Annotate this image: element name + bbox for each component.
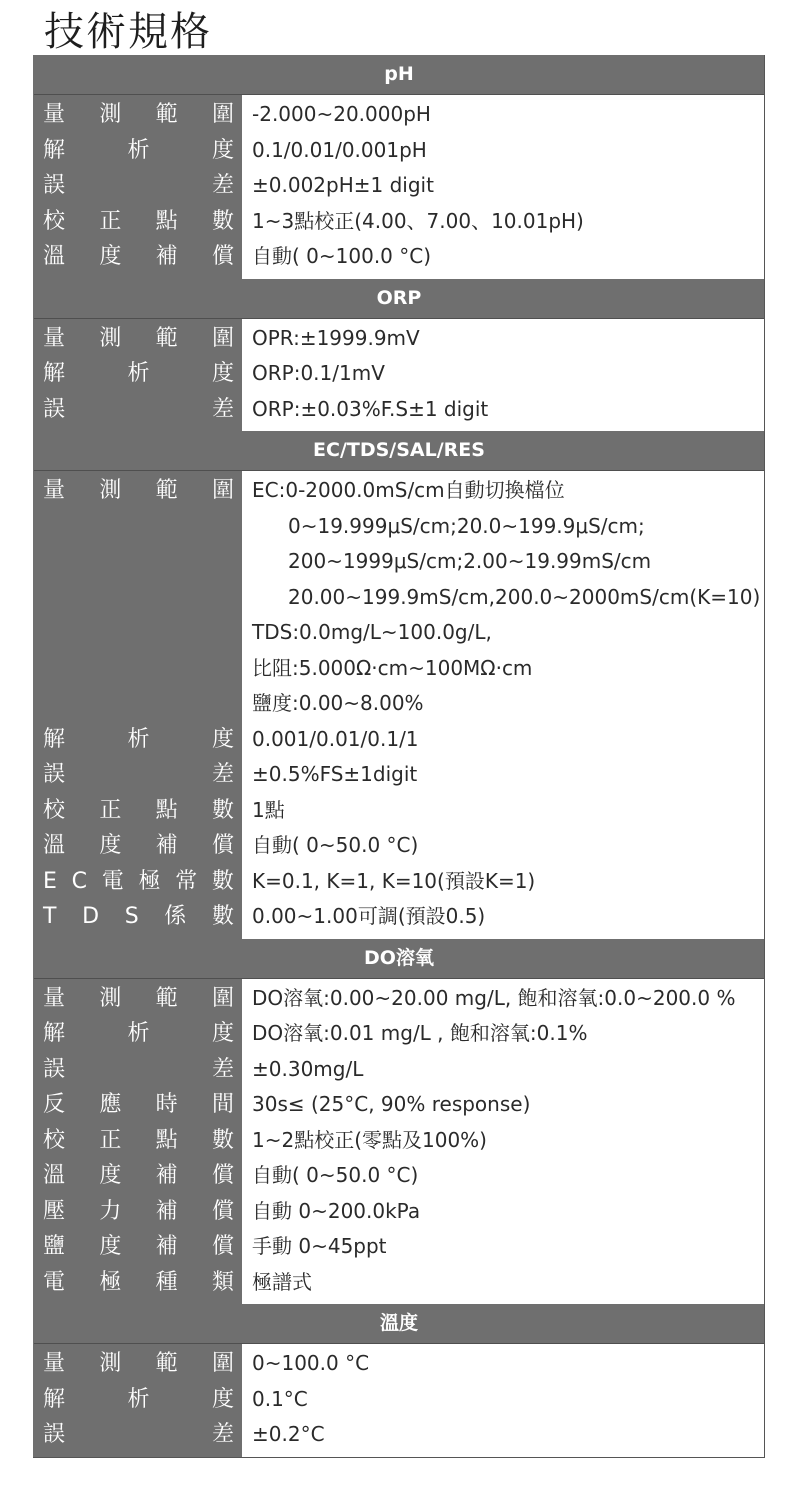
spec-value [242, 793, 764, 829]
spec-value [242, 864, 764, 900]
spec-value-line: DO溶氧:0.00~20.00 mg/L, 飽和溶氧:0.0~200.0 % [252, 985, 736, 1010]
spec-value-line: ±0.2°C [252, 1422, 325, 1446]
spec-value-line: EC:0-2000.0mS/cm自動切換檔位 [252, 478, 565, 502]
spec-value [242, 722, 764, 758]
spec-section [33, 279, 764, 432]
spec-value [242, 392, 764, 428]
spec-label: 溫 度 補 償 [34, 239, 242, 275]
spec-value-line: 0~100.0 °C [252, 1351, 370, 1375]
spec-value [242, 168, 764, 204]
spec-row [34, 1123, 764, 1159]
spec-value-line: 1~2點校正(零點及100%) [252, 1127, 487, 1152]
spec-value-line: 30s≤ (25°C, 90% response) [252, 1092, 531, 1116]
spec-row [34, 1265, 764, 1301]
spec-value [242, 239, 764, 275]
spec-label: 壓 力 補 償 [34, 1194, 242, 1230]
spec-row [34, 1016, 764, 1052]
spec-value [242, 1382, 764, 1418]
spec-value [242, 356, 764, 392]
spec-label: 解 析 度 [34, 722, 242, 758]
section-body [34, 1344, 764, 1457]
spec-label: 解 析 度 [34, 1382, 242, 1418]
spec-label: 校 正 點 數 [34, 1123, 242, 1159]
spec-row [34, 1158, 764, 1194]
spec-value-line: 鹽度:0.00~8.00% [252, 691, 424, 715]
section-body [34, 979, 764, 1305]
spec-value-line: 20.00~199.9mS/cm,200.0~2000mS/cm(K=10) [288, 584, 761, 609]
spec-label: 量 測 範 圍 [34, 1346, 242, 1382]
spec-label: 誤 差 [34, 1417, 242, 1453]
spec-label: 校 正 點 數 [34, 204, 242, 240]
spec-section [33, 431, 764, 939]
spec-value [242, 828, 764, 864]
spec-value-line: ±0.5%FS±1digit [252, 762, 418, 786]
spec-value-line: ORP:0.1/1mV [252, 361, 385, 385]
spec-value [242, 757, 764, 793]
spec-label: 誤 差 [34, 1052, 242, 1088]
spec-label: 量 測 範 圍 [34, 321, 242, 357]
spec-row [34, 864, 764, 900]
spec-table [33, 55, 765, 1458]
spec-label: 解 析 度 [34, 133, 242, 169]
spec-label: 誤 差 [34, 168, 242, 204]
spec-label: 誤 差 [34, 757, 242, 793]
spec-value [242, 1417, 764, 1453]
section-header: ORP [34, 279, 764, 319]
spec-value [242, 1229, 764, 1265]
section-header: DO溶氧 [34, 939, 764, 979]
spec-value [242, 1016, 764, 1052]
spec-row [34, 168, 764, 204]
spec-value-line: 自動 0~200.0kPa [252, 1198, 421, 1223]
spec-row [34, 1346, 764, 1382]
spec-value-line: 自動( 0~100.0 °C) [252, 244, 432, 268]
spec-value-line: 比阻:5.000Ω·cm~100MΩ·cm [252, 655, 533, 680]
spec-value-line: 1~3點校正(4.00、7.00、10.01pH) [252, 208, 584, 233]
spec-row [34, 899, 764, 935]
spec-value-line: K=0.1, K=1, K=10(預設K=1) [252, 868, 536, 893]
spec-row [34, 1052, 764, 1088]
spec-value-line: 手動 0~45ppt [252, 1234, 387, 1258]
spec-label: 解 析 度 [34, 356, 242, 392]
spec-row [34, 1382, 764, 1418]
section-header: 溫度 [34, 1304, 764, 1344]
spec-value-line: 0.00~1.00可調(預設0.5) [252, 904, 486, 928]
spec-label: 量 測 範 圍 [34, 97, 242, 133]
section-header: EC/TDS/SAL/RES [34, 431, 764, 471]
spec-label: 電 極 種 類 [34, 1265, 242, 1301]
spec-value [242, 1087, 764, 1123]
spec-row [34, 828, 764, 864]
spec-label: 校 正 點 數 [34, 793, 242, 829]
spec-value-line: 0.1°C [252, 1386, 308, 1411]
spec-row [34, 1087, 764, 1123]
spec-value-line: 0.1/0.01/0.001pH [252, 137, 427, 162]
section-body [34, 95, 764, 279]
spec-value [242, 1052, 764, 1088]
spec-row [34, 473, 764, 722]
spec-row [34, 204, 764, 240]
spec-value [242, 1194, 764, 1230]
spec-value [242, 1123, 764, 1159]
spec-value [242, 321, 764, 357]
section-body [34, 319, 764, 432]
spec-label: 量 測 範 圍 [34, 981, 242, 1017]
spec-label: 溫 度 補 償 [34, 1158, 242, 1194]
spec-value-line: -2.000~20.000pH [252, 102, 431, 126]
spec-value [242, 1346, 764, 1382]
spec-value-line: 0.001/0.01/0.1/1 [252, 726, 419, 751]
spec-value-line: 200~1999μS/cm;2.00~19.99mS/cm [288, 549, 652, 573]
spec-row [34, 239, 764, 275]
spec-section [33, 1304, 764, 1457]
spec-value-line: OPR:±1999.9mV [252, 325, 420, 350]
spec-value [242, 1265, 764, 1301]
page-title: 技術規格 [44, 9, 212, 55]
spec-row [34, 793, 764, 829]
spec-label: 量 測 範 圍 [34, 473, 242, 722]
spec-row [34, 1194, 764, 1230]
spec-row [34, 133, 764, 169]
spec-section [33, 939, 764, 1305]
section-body [34, 471, 764, 939]
spec-row [34, 722, 764, 758]
spec-value [242, 1158, 764, 1194]
spec-row [34, 321, 764, 357]
spec-label: E C 電 極 常 數 [34, 864, 242, 900]
spec-row [34, 1229, 764, 1265]
spec-value-line: 自動( 0~50.0 °C) [252, 833, 419, 857]
spec-value-line: ±0.002pH±1 digit [252, 173, 434, 197]
spec-label: 誤 差 [34, 392, 242, 428]
spec-row [34, 1417, 764, 1453]
spec-label: 反 應 時 間 [34, 1087, 242, 1123]
spec-value-line: TDS:0.0mg/L~100.0g/L, [252, 620, 492, 644]
spec-label: 鹽 度 補 償 [34, 1229, 242, 1265]
spec-row [34, 392, 764, 428]
spec-row [34, 757, 764, 793]
spec-row [34, 981, 764, 1017]
section-header: pH [34, 55, 764, 95]
spec-section [33, 55, 764, 279]
spec-value-line: 自動( 0~50.0 °C) [252, 1163, 419, 1187]
spec-value [242, 97, 764, 133]
spec-value-line: ORP:±0.03%F.S±1 digit [252, 396, 489, 421]
spec-value-line: 0~19.999μS/cm;20.0~199.9μS/cm; [288, 513, 645, 538]
spec-value [242, 204, 764, 240]
spec-value-line: 1點 [252, 797, 285, 822]
spec-value-line: DO溶氧:0.01 mg/L , 飽和溶氧:0.1% [252, 1021, 588, 1045]
spec-label: 溫 度 補 償 [34, 828, 242, 864]
spec-row [34, 356, 764, 392]
spec-value [242, 899, 764, 935]
spec-value-line: 極譜式 [252, 1269, 312, 1294]
spec-value [242, 473, 764, 722]
spec-row [34, 97, 764, 133]
spec-value-line: ±0.30mg/L [252, 1056, 364, 1081]
spec-label: T D S 係 數 [34, 899, 242, 935]
spec-label: 解 析 度 [34, 1016, 242, 1052]
spec-value [242, 981, 764, 1017]
spec-value [242, 133, 764, 169]
